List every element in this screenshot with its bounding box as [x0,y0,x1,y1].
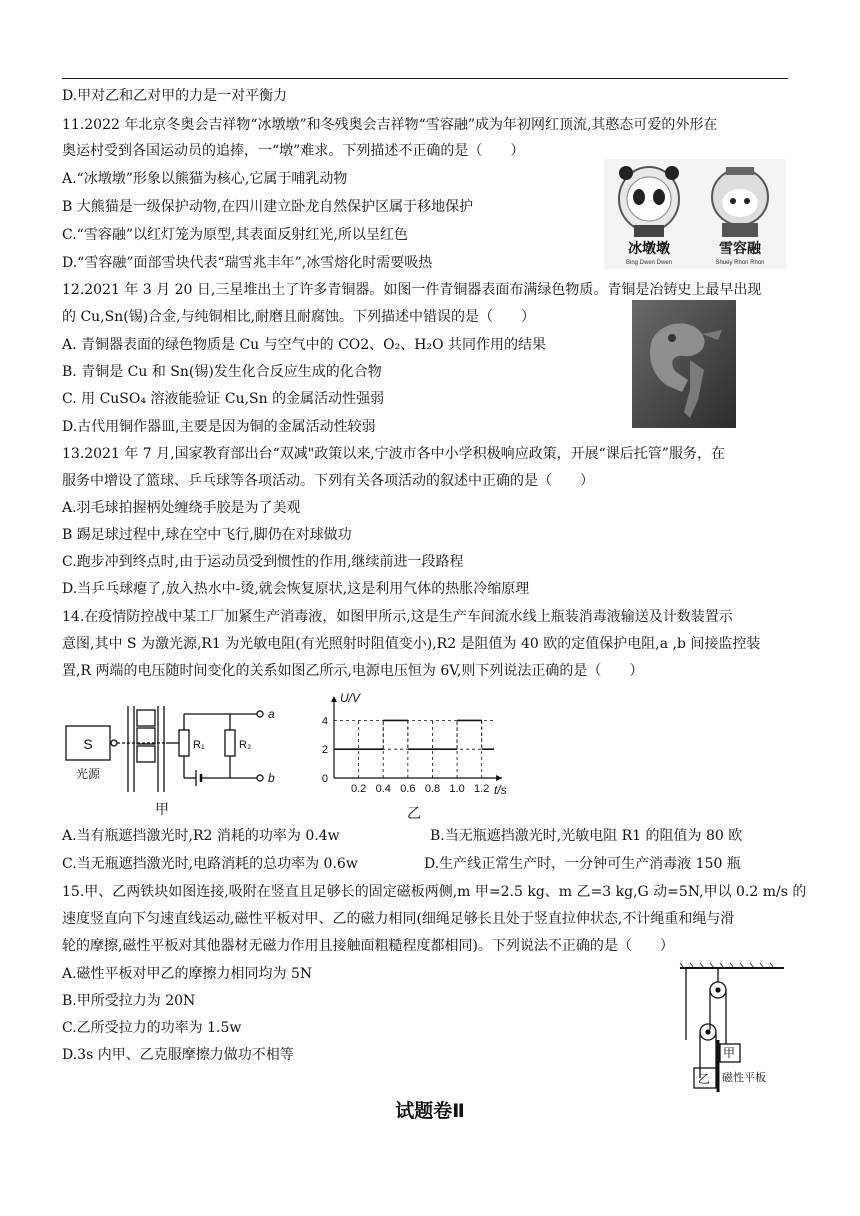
chart-y-tick-label: 2 [321,744,328,757]
chart-x-tick-label: 0.2 [350,783,367,795]
top-rule [62,78,788,79]
q13-option-d: D.当乒乓球瘪了,放入热水中-烫,就会恢复原状,这是利用气体的热胀冷缩原理 [62,581,530,597]
bronze-artifact-photo [632,300,736,428]
mascots-image [604,159,786,269]
figure-yi-caption: 乙 [407,805,421,821]
q11-stem-line2: 奥运村受到各国运动员的追捧，一“墩”难求。下列描述不正确的是（ ） [62,143,525,159]
figure-jia-caption: 甲 [155,801,169,817]
q13-option-a: A.羽毛球拍握柄处缠绕手胶是为了美观 [62,500,301,516]
terminal-a-label: a [268,707,275,721]
q15-stem-line3: 轮的摩擦,磁性平板对其他器材无磁力作用且接触面粗糙程度都相同)。下列说法不正确的是（ ） [62,938,674,954]
block-yi-label: 乙 [698,1072,711,1086]
chart-x-tick-label: 1.0 [449,783,465,795]
magnetic-board-label: 磁性平板 [722,1072,766,1084]
chart-y-tick-label: 0 [321,773,328,785]
q14-option-d: D.生产线正常生产时，一分钟可生产消毒液 150 瓶 [424,856,741,872]
chart-xlabel: t/s [494,783,507,797]
q14-option-a: A.当有瓶遮挡激光时,R2 消耗的功率为 0.4w [62,828,340,844]
r1-label: R₁ [193,739,205,751]
q14-stem-line2: 意图,其中 S 为激光源,R1 为光敏电阻(有光照射时阻值变小),R2 是阻值为 40 欧的定值保护电阻,a ,b 间接监控装 [62,636,761,652]
mascot-label-right-sub: Shuey Rhon Rhon [715,260,765,266]
section-title: 试题卷Ⅱ [395,1100,465,1122]
block-jia-label: 甲 [723,1046,736,1060]
q12-stem-line2: 的 Cu,Sn(锡)合金,与纯铜相比,耐磨且耐腐蚀。下列描述中错误的是（ ） [62,309,536,325]
q15-stem-line1: 15.甲、乙两铁块如图连接,吸附在竖直且足够长的固定磁板两侧,m 甲=2.5 kg、m 乙=3 kg,G 动=5N,甲以 0.2 m/s 的 [62,884,807,900]
q14-stem-line3: 置,R 两端的电压随时间变化的关系如图乙所示,电源电压恒为 6V,则下列说法正确的是（ ） [62,663,644,679]
chart-x-tick-label: 1.2 [474,783,490,795]
chart-x-tick-label: 0.6 [400,783,416,795]
q15-stem-line2: 速度竖直向下匀速直线运动,磁性平板对甲、乙的磁力相同(细绳足够长且处于竖直拉伸状态,不计绳重和绳与滑 [62,911,735,927]
chart-y-arrow [331,696,337,702]
chart-ylabel: U/V [340,691,361,705]
q14-stem-line1: 14.在疫情防控战中某工厂加紧生产消毒液，如图甲所示,这是生产车间流水线上瓶装消毒液输送及计数装置示 [62,609,733,625]
q14-option-b: B.当无瓶遮挡激光时,光敏电阻 R1 的阻值为 80 欧 [430,828,743,844]
q11-option-a: A.“冰墩墩”形象以熊猫为核心,它属于哺乳动物 [62,171,348,187]
circuit-diagram-jia [62,696,292,820]
q13-option-b: B 踢足球过程中,球在空中飞行,脚仍在对球做功 [62,527,352,543]
q15-option-a: A.磁性平板对甲乙的摩擦力相同均为 5N [62,966,313,982]
q15-option-b: B.甲所受拉力为 20N [62,993,196,1009]
q12-option-a: A. 青铜器表面的绿色物质是 Cu 与空气中的 CO2、O₂、H₂O 共同作用的结果 [62,337,547,353]
voltage-time-chart [312,688,522,822]
r2-label: R₂ [239,739,252,751]
q11-option-c: C.“雪容融”以红灯笼为原型,其表面反射红光,所以呈红色 [62,227,408,243]
q13-stem-line2: 服务中增设了篮球、乒乓球等各项活动。下列有关各项活动的叙述中正确的是（ ） [62,473,594,489]
terminal-b-label: b [268,771,275,785]
q11-option-b: B 大熊猫是一级保护动物,在四川建立卧龙自然保护区属于移地保护 [62,199,474,215]
source-box-label: S [83,736,93,752]
q12-option-d: D.古代用铜作器皿,主要是因为铜的金属活动性较弱 [62,419,376,435]
light-source-label: 光源 [75,767,101,781]
q11-stem-line1: 11.2022 年北京冬奥会吉祥物“冰墩墩”和冬残奥会吉祥物“雪容融”成为年初网红顶流,其憨态可爱的外形在 [62,117,718,133]
q15-option-c: C.乙所受拉力的功率为 1.5w [62,1020,242,1036]
chart-x-tick-label: 0.8 [424,783,441,795]
q11-option-d: D.“雪容融”面部雪块代表“瑞雪兆丰年”,冰雪熔化时需要吸热 [62,255,433,271]
q13-option-c: C.跑步冲到终点时,由于运动员受到惯性的作用,继续前进一段路程 [62,554,464,570]
chart-y-tick-label: 4 [321,715,328,728]
mascot-label-left: 冰墩墩 [628,240,670,256]
prev-option-d: D.甲对乙和乙对甲的力是一对平衡力 [62,88,288,104]
q12-option-b: B. 青铜是 Cu 和 Sn(锡)发生化合反应生成的化合物 [62,364,382,380]
chart-x-tick-label: 0.4 [375,783,391,795]
q12-option-c: C. 用 CuSO₄ 溶液能验证 Cu,Sn 的金属活动性强弱 [62,391,385,407]
q15-option-d: D.3s 内甲、乙克服摩擦力做功不相等 [62,1047,294,1063]
chart-x-arrow [496,775,502,781]
chart-plot-area [322,696,502,795]
q13-stem-line1: 13.2021 年 7 月,国家教育部出台“双减"政策以来,宁波市各中小学积极响应政策，开展“课后托管”服务，在 [62,446,725,462]
q14-option-c: C.当无瓶遮挡激光时,电路消耗的总功率为 0.6w [62,856,358,872]
mascot-label-right: 雪容融 [719,240,761,256]
pulley-magnetic-board-diagram [676,960,788,1092]
q12-stem-line1: 12.2021 年 3 月 20 日,三星堆出土了许多青铜器。如图一件青铜器表面布满绿色物质。青铜是冶铸史上最早出现 [62,282,762,298]
mascot-label-left-sub: Bing Dwen Dwen [625,260,673,266]
